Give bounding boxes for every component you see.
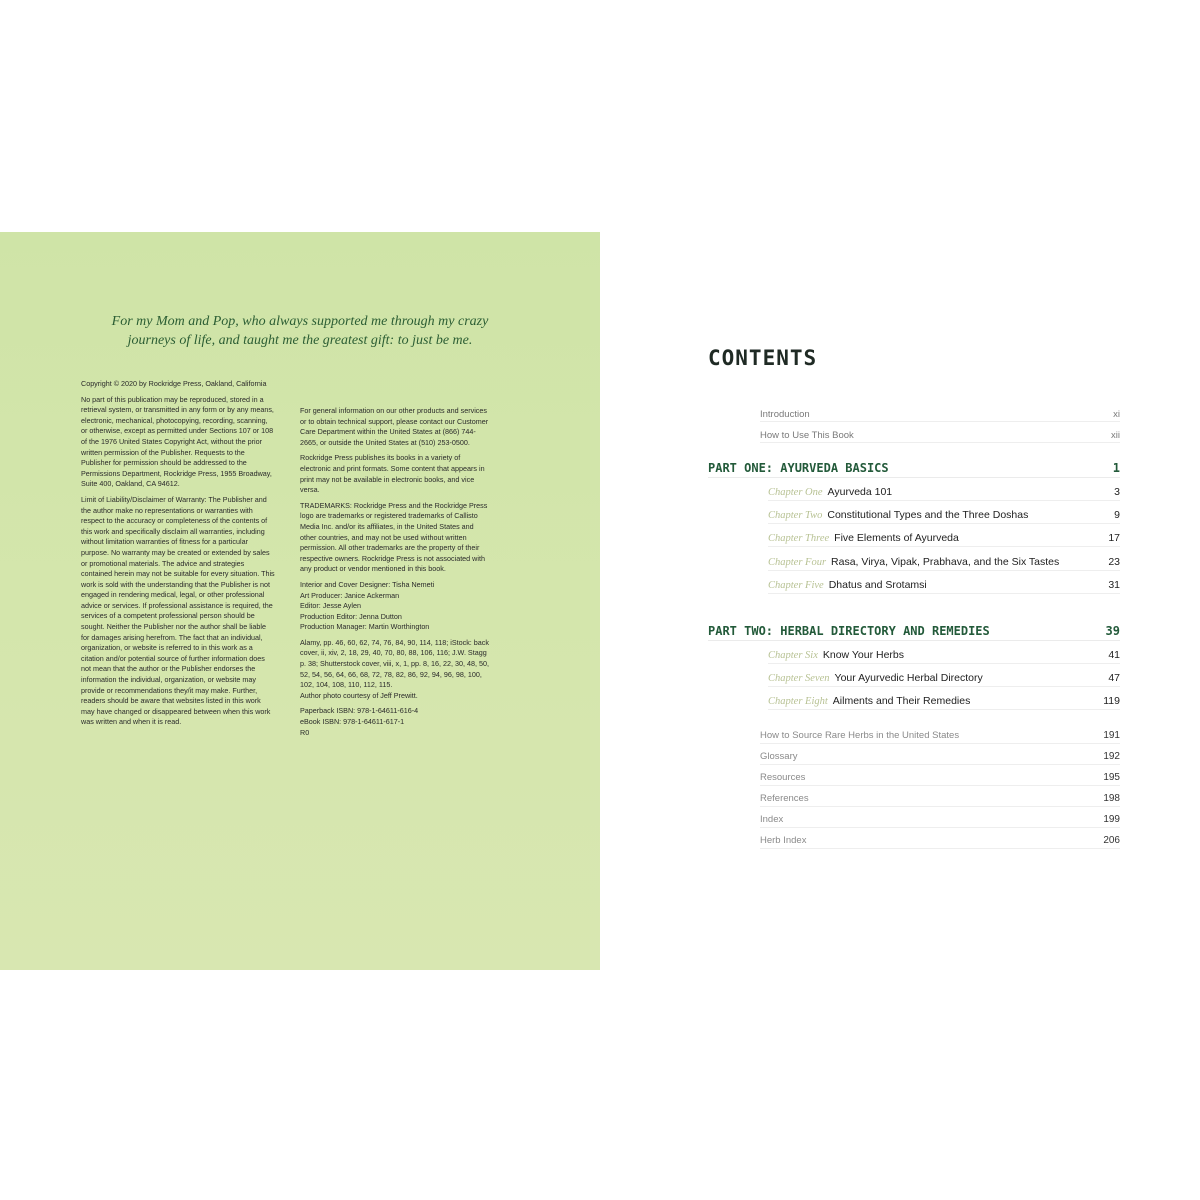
printing-code: R0 bbox=[300, 727, 310, 737]
left-page bbox=[0, 232, 600, 970]
toc-chapter-two[interactable] bbox=[768, 507, 1120, 524]
isbn-line: eBook ISBN: 978-1-64611-617-1 bbox=[300, 717, 405, 727]
toc-entry-how-to-use[interactable] bbox=[760, 428, 1120, 443]
toc-entry-source-herbs[interactable] bbox=[760, 727, 1120, 744]
credit-line: Interior and Cover Designer: Tisha Nemeti bbox=[300, 579, 435, 589]
credit-line: Production Editor: Jenna Dutton bbox=[300, 611, 402, 621]
toc-chapter-three[interactable] bbox=[768, 530, 1120, 547]
toc-entry-resources[interactable] bbox=[760, 769, 1120, 786]
contents-title: CONTENTS bbox=[708, 346, 818, 370]
toc-entry-label: Glossary bbox=[760, 750, 798, 762]
toc-entry-label: Herb Index bbox=[760, 834, 807, 846]
toc-page-number: 198 bbox=[1103, 792, 1120, 804]
toc-entry-herb-index[interactable] bbox=[760, 832, 1120, 849]
toc-page-number: 47 bbox=[1108, 672, 1120, 684]
toc-page-number: 206 bbox=[1103, 834, 1120, 846]
copyright-column-right bbox=[300, 406, 490, 738]
credit-line: Art Producer: Janice Ackerman bbox=[300, 590, 400, 600]
chapter-label: Chapter One bbox=[768, 486, 823, 498]
credit-line: Editor: Jesse Aylen bbox=[300, 601, 361, 611]
chapter-title: Five Elements of Ayurveda bbox=[834, 532, 959, 544]
toc-chapter-one[interactable] bbox=[768, 484, 1120, 501]
chapter-label: Chapter Two bbox=[768, 509, 823, 521]
chapter-title: Constitutional Types and the Three Doshas bbox=[827, 509, 1029, 521]
toc-entry-introduction[interactable] bbox=[760, 407, 1120, 422]
info-paragraph: For general information on our other products and services or to obtain technical support, please contact our Customer Care Department within the United States at (866) 744-2665, or outside the United States at (510) 253-0500. bbox=[300, 406, 489, 447]
toc-page-number: 3 bbox=[1114, 486, 1120, 498]
toc-chapter-eight[interactable] bbox=[768, 693, 1120, 710]
toc-page-number: 17 bbox=[1108, 532, 1120, 544]
formats-paragraph: Rockridge Press publishes its books in a variety of electronic and print formats. Some content that appears in print may not be available in electronic books, and vice versa. bbox=[300, 453, 485, 495]
toc-page-number: xii bbox=[1111, 429, 1120, 441]
dedication: For my Mom and Pop, who always supported me through my crazy journeys of life, and taught me the greatest gift: to just be me. bbox=[111, 314, 489, 348]
toc-part-label: PART ONE: AYURVEDA BASICS bbox=[708, 461, 889, 475]
toc-entry-label: References bbox=[760, 792, 809, 804]
toc-page-number: 39 bbox=[1105, 624, 1120, 638]
toc-chapter-seven[interactable] bbox=[768, 670, 1120, 687]
chapter-label: Chapter Four bbox=[768, 556, 827, 568]
toc-entry-label: Resources bbox=[760, 771, 806, 783]
chapter-title: Ayurveda 101 bbox=[827, 486, 893, 498]
toc-page-number: 192 bbox=[1103, 750, 1120, 762]
chapter-label: Chapter Seven bbox=[768, 672, 830, 684]
toc-entry-label: Index bbox=[760, 813, 784, 825]
toc-chapter-six[interactable] bbox=[768, 647, 1120, 664]
toc-part-one[interactable] bbox=[708, 459, 1120, 478]
toc-part-label: PART TWO: HERBAL DIRECTORY AND REMEDIES bbox=[708, 624, 990, 638]
toc-entry-label: How to Source Rare Herbs in the United States bbox=[760, 729, 960, 741]
toc-page-number: 31 bbox=[1108, 579, 1120, 591]
toc-page-number: 195 bbox=[1103, 771, 1120, 783]
photo-credits: Alamy, pp. 46, 60, 62, 74, 76, 84, 90, 114, 118; iStock: back cover, ii, xiv, 2, 18, 29, 40, 70, 80, 88, 106, 116; J.W. Stagg p. 38; Shutterstock cover, viii, x, 1, pp. 8, 16, 22, 30, 48, 50, 52, 54, 56, 64, 66, 68, 72, 78, 82, 86, 92, 94, 96, 98, 100, 102, 104, 108, 110, 112, 115. bbox=[300, 637, 489, 690]
credit-line: Production Manager: Martin Worthington bbox=[300, 622, 430, 632]
chapter-label: Chapter Three bbox=[768, 532, 830, 544]
toc-page-number: 9 bbox=[1114, 509, 1120, 521]
chapter-title: Rasa, Virya, Vipak, Prabhava, and the Six Tastes bbox=[831, 556, 1060, 568]
chapter-label: Chapter Five bbox=[768, 579, 824, 591]
toc-entry-glossary[interactable] bbox=[760, 748, 1120, 765]
chapter-title: Dhatus and Srotamsi bbox=[828, 579, 927, 591]
toc-page-number: xi bbox=[1113, 408, 1120, 420]
toc-page-number: 191 bbox=[1103, 729, 1120, 741]
trademarks-paragraph: TRADEMARKS: Rockridge Press and the Rockridge Press logo are trademarks or registered trademarks of Callisto Media Inc. and/or its affiliates, in the United States and other countries, and may not be used without written permission. All other trademarks are the property of their respective owners. Rockridge Press is not associated with any product or vendor mentioned in this book. bbox=[300, 500, 488, 574]
toc-entry-label: Introduction bbox=[760, 408, 810, 420]
toc-page-number: 23 bbox=[1108, 556, 1120, 568]
isbn-line: Paperback ISBN: 978-1-64611-616-4 bbox=[300, 706, 419, 716]
chapter-title: Know Your Herbs bbox=[822, 649, 905, 661]
toc-page-number: 199 bbox=[1103, 813, 1120, 825]
copyright-line: Copyright © 2020 by Rockridge Press, Oakland, California bbox=[81, 379, 267, 388]
toc-entry-index[interactable] bbox=[760, 811, 1120, 828]
toc-page-number: 119 bbox=[1103, 695, 1120, 707]
chapter-title: Ailments and Their Remedies bbox=[832, 695, 971, 707]
toc-chapter-five[interactable] bbox=[768, 577, 1120, 594]
copyright-column-left bbox=[81, 379, 275, 733]
toc-chapter-four[interactable] bbox=[768, 554, 1120, 571]
author-photo-credit: Author photo courtesy of Jeff Prewitt. bbox=[300, 690, 418, 700]
disclaimer-paragraph: Limit of Liability/Disclaimer of Warranty: The Publisher and the author make no representations or warranties with respect to the accuracy or completeness of the contents of this work and specifically disclaim all warranties, including without limitation warranties of fitness for a particular purpose. No warranty may be created or extended by sales or promotional materials. The advice and strategies contained herein may not be suitable for every situation. This work is sold with the understanding that the Publisher is not engaged in rendering medical, legal, or other professional advice or services. If professional assistance is required, the services of a competent professional person should be sought. Neither the Publisher nor the author shall be liable for damages arising herefrom. The fact that an individual, organization, or website is referred to in this work as a citation and/or potential source of further information does not mean that the author or the Publisher endorses the information the individual, organization, or website may provide or recommendations they/it may make. Further, readers should be aware that websites listed in this work may have changed or disappeared between when this work was written and when it is read. bbox=[81, 494, 275, 727]
chapter-label: Chapter Eight bbox=[768, 695, 828, 707]
toc-page-number: 41 bbox=[1108, 649, 1120, 661]
toc-entry-references[interactable] bbox=[760, 790, 1120, 807]
rights-paragraph: No part of this publication may be reproduced, stored in a retrieval system, or transmitted in any form or by any means, electronic, mechanical, photocopying, recording, scanning, or otherwise, except as permitted under Sections 107 or 108 of the 1976 United States Copyright Act, without the prior written permission of the Publisher. Requests to the Publisher for permission should be addressed to the Permissions Department, Rockridge Press, 1955 Broadway, Suite 400, Oakland, CA 94612. bbox=[81, 394, 274, 489]
toc-entry-label: How to Use This Book bbox=[760, 429, 854, 441]
chapter-title: Your Ayurvedic Herbal Directory bbox=[834, 672, 983, 684]
chapter-label: Chapter Six bbox=[768, 649, 818, 661]
toc-page-number: 1 bbox=[1112, 461, 1120, 475]
toc-part-two[interactable] bbox=[708, 622, 1120, 641]
